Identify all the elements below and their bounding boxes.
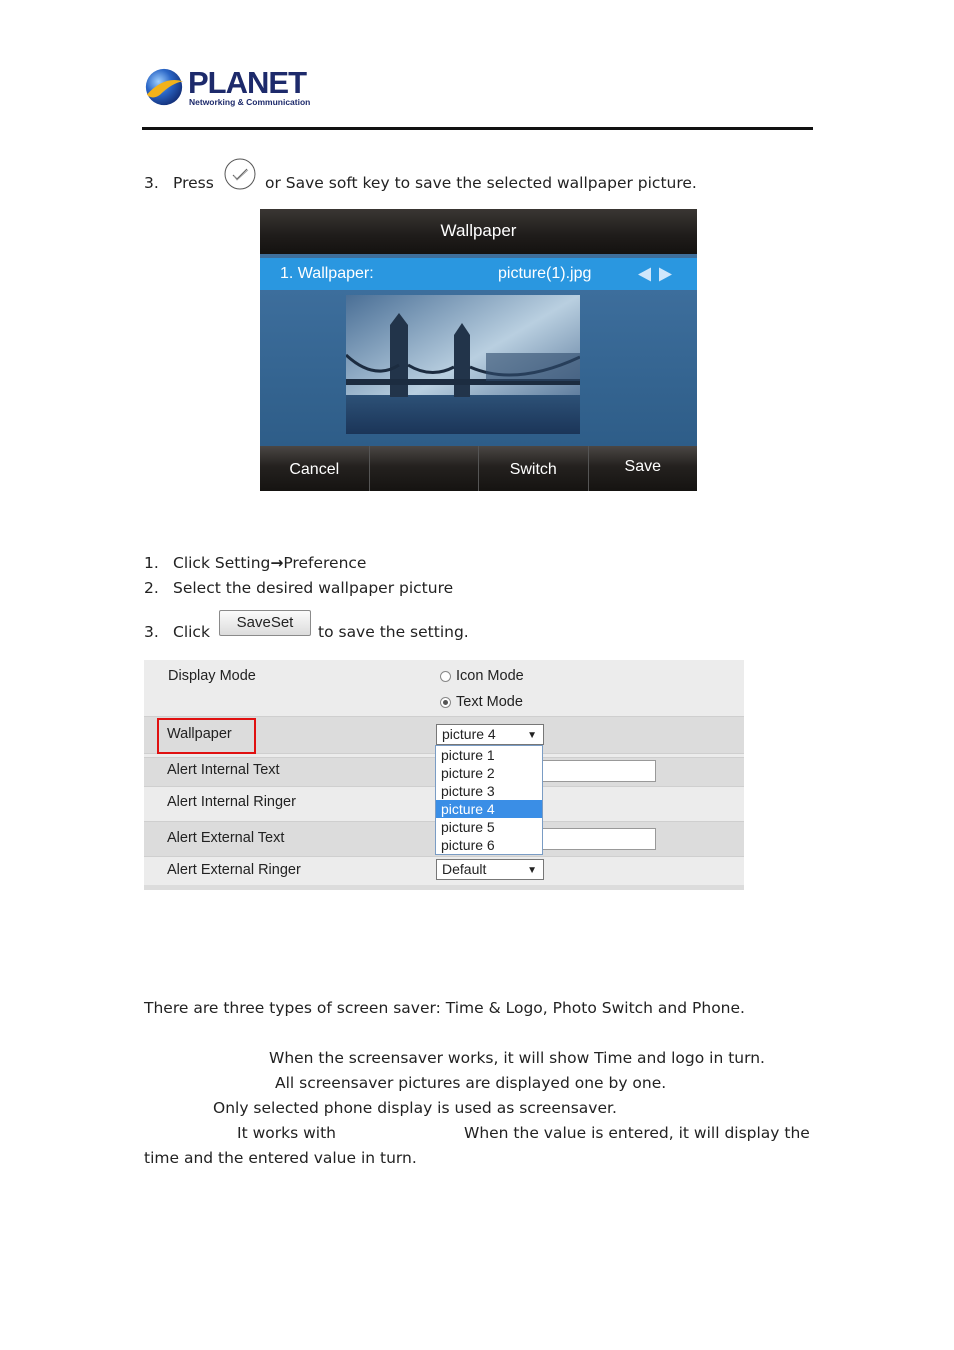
arrow-right-icon: → <box>270 554 284 572</box>
wallpaper-dropdown-list <box>435 745 543 855</box>
step-text: to save the setting. <box>318 623 469 641</box>
phone-field-value: picture(1).jpg <box>498 265 592 282</box>
wallpaper-option[interactable]: picture 5 <box>441 819 495 835</box>
preference-settings-panel <box>144 660 744 890</box>
screensaver-photo-switch-desc: All screensaver pictures are displayed one by one. <box>275 1074 667 1092</box>
step-number: 1. <box>144 554 159 572</box>
step-text: Click Setting→Preference <box>173 554 367 572</box>
alert-external-ringer-select[interactable] <box>436 859 544 880</box>
brand-name: PLANET <box>188 65 306 100</box>
wallpaper-select-value: picture 4 <box>442 726 496 742</box>
softkey-switch[interactable]: Switch <box>479 446 589 491</box>
screensaver-custom-desc-a: It works with <box>237 1124 336 1142</box>
softkey-cancel[interactable]: Cancel <box>260 446 370 491</box>
screensaver-custom-desc-b: When the value is entered, it will display the <box>464 1124 810 1142</box>
step-text: Select the desired wallpaper picture <box>173 579 454 597</box>
alert-external-ringer-value: Default <box>442 861 487 877</box>
brand-tagline: Networking & Communication <box>189 97 311 107</box>
wallpaper-option[interactable]: picture 1 <box>441 747 495 763</box>
step-text: Press <box>173 174 214 192</box>
text-mode-radio[interactable] <box>440 697 451 708</box>
step-number: 2. <box>144 579 159 597</box>
wallpaper-option[interactable]: picture 2 <box>441 765 495 781</box>
wallpaper-option-selected[interactable]: picture 4 <box>436 800 542 818</box>
alert-internal-text-label: Alert Internal Text <box>167 762 280 778</box>
wallpaper-label: Wallpaper <box>167 726 232 742</box>
text-mode-label: Text Mode <box>456 694 523 710</box>
wallpaper-option[interactable]: picture 6 <box>441 837 495 853</box>
step-text: or Save soft key to save the selected wallpaper picture. <box>265 174 697 192</box>
dropdown-arrow-icon: ▼ <box>527 865 537 876</box>
screensaver-intro: There are three types of screen saver: Time & Logo, Photo Switch and Phone. <box>144 999 745 1017</box>
phone-wallpaper-row[interactable] <box>260 258 697 290</box>
planet-globe-logo <box>143 66 185 108</box>
checkmark-circle-icon <box>223 158 257 190</box>
saveset-button[interactable]: SaveSet <box>219 610 311 636</box>
screensaver-time-logo-desc: When the screensaver works, it will show Time and logo in turn. <box>269 1049 765 1067</box>
softkey-save[interactable]: Save <box>624 458 661 475</box>
dropdown-arrow-icon: ▼ <box>527 730 537 741</box>
left-right-arrows-icon[interactable] <box>637 267 673 282</box>
phone-softkey-bar <box>260 446 697 491</box>
alert-external-text-label: Alert External Text <box>167 830 285 846</box>
phone-title: Wallpaper <box>260 209 697 254</box>
wallpaper-select[interactable] <box>436 724 544 745</box>
phone-screen <box>260 209 697 491</box>
step-text: Click <box>173 623 210 641</box>
display-mode-label: Display Mode <box>168 668 256 684</box>
step-number: 3. <box>144 174 159 192</box>
alert-external-ringer-label: Alert External Ringer <box>167 862 301 878</box>
alert-internal-ringer-label: Alert Internal Ringer <box>167 794 296 810</box>
screensaver-phone-desc: Only selected phone display is used as screensaver. <box>213 1099 617 1117</box>
row-band <box>144 885 744 890</box>
wallpaper-preview-image <box>346 295 580 434</box>
screensaver-custom-desc-c: time and the entered value in turn. <box>144 1149 417 1167</box>
phone-field-label: 1. Wallpaper: <box>280 265 374 282</box>
wallpaper-option[interactable]: picture 3 <box>441 783 495 799</box>
icon-mode-radio[interactable] <box>440 671 451 682</box>
header-divider <box>142 127 813 130</box>
step-number: 3. <box>144 623 159 641</box>
softkey-empty[interactable] <box>370 446 480 491</box>
icon-mode-label: Icon Mode <box>456 668 524 684</box>
